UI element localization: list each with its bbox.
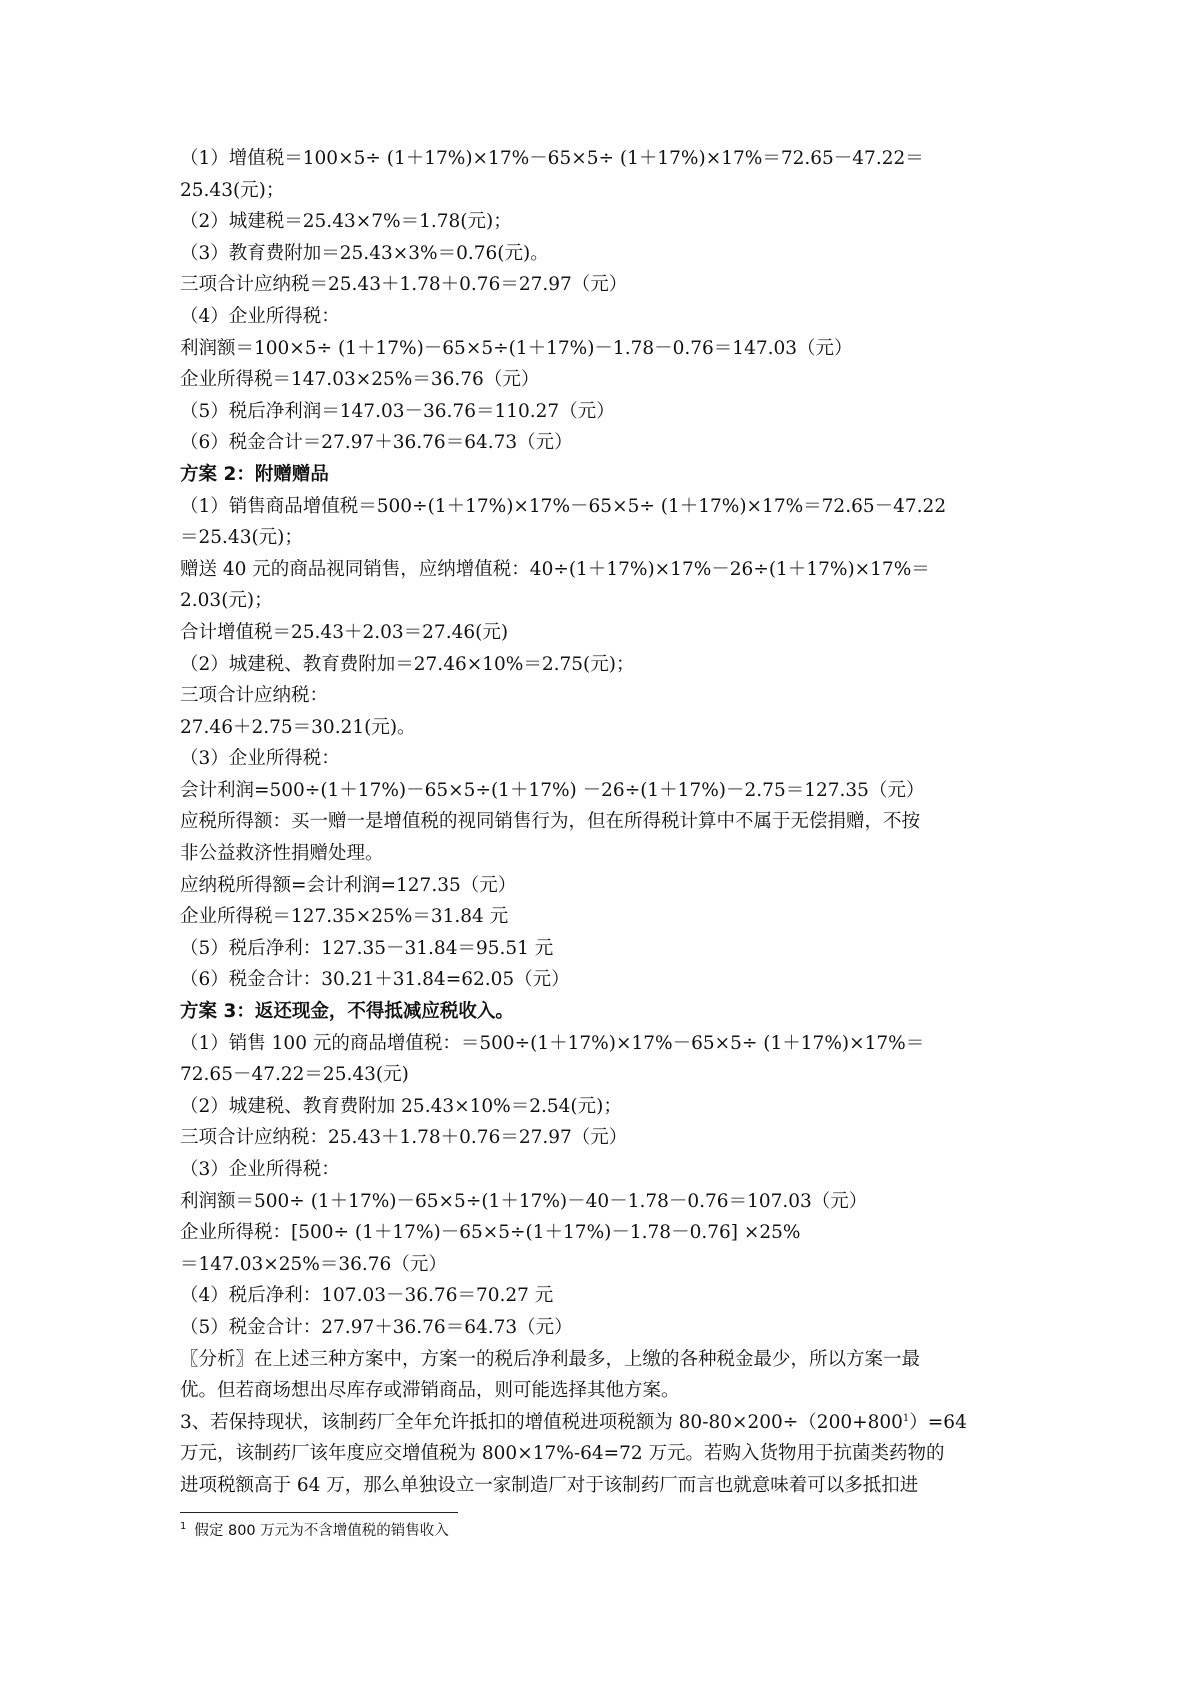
text-line: （3）企业所得税： [180,1159,340,1180]
text-line: 万元，该制药厂该年度应交增值税为 800×17%-64=72 万元。若购入货物用于抗菌类药物的 [180,1443,945,1465]
text-segment: ）=64 [909,1411,967,1433]
text-line: （6）税金合计＝27.97＋36.76＝64.73（元） [180,432,573,454]
text-line: 非公益救济性捐赠处理。 [180,843,384,865]
section-heading-plan-3: 方案 3：返还现金，不得抵减应税收入。 [180,1001,514,1023]
text-line: （6）税金合计：30.21＋31.84=62.05（元） [180,969,570,991]
text-line: ＝25.43(元)； [180,527,303,549]
text-line: 应税所得额：买一赠一是增值税的视同销售行为，但在所得税计算中不属于无偿捐赠，不按 [180,811,921,833]
footnote-text: 假定 800 万元为不含增值税的销售收入 [194,1523,449,1539]
text-line: 三项合计应纳税：25.43＋1.78＋0.76＝27.97（元） [180,1127,628,1149]
text-line: （3）教育费附加＝25.43×3%＝0.76(元)。 [180,242,549,264]
analysis-line: 优。但若商场想出尽库存或滞销商品，则可能选择其他方案。 [180,1380,680,1402]
text-line: 企业所得税：[500÷ (1＋17%)－65×5÷(1＋17%)－1.78－0.76] ×25% [180,1222,801,1244]
text-line: （5）税金合计：27.97＋36.76＝64.73（元） [180,1316,573,1338]
text-line: （1）增值税＝100×5÷ (1＋17%)×17%－65×5÷ (1＋17%)×17%＝72.65－47.22＝ [180,148,924,169]
text-line: 三项合计应纳税＝25.43＋1.78＋0.76＝27.97（元） [180,274,628,296]
document-body [180,143,1020,1502]
text-line: （4）税后净利：107.03－36.76＝70.27 元 [180,1285,554,1307]
analysis-line: 〖分析〗在上述三种方案中，方案一的税后净利最多，上缴的各种税金最少，所以方案一最 [180,1348,921,1370]
footnote-divider [180,1512,458,1513]
text-line [180,1407,1020,1439]
text-line: 利润额＝100×5÷ (1＋17%)－65×5÷(1＋17%)－1.78－0.76＝147.03（元） [180,337,853,359]
text-line: 三项合计应纳税： [180,685,329,707]
footnote [180,1520,449,1542]
text-line: （1）销售商品增值税＝500÷(1＋17%)×17%－65×5÷ (1＋17%)×17%＝72.65－47.22 [180,495,947,517]
text-line: 进项税额高于 64 万，那么单独设立一家制造厂对于该制药厂而言也就意味着可以多抵扣进 [180,1474,919,1496]
text-line: 企业所得税＝147.03×25%＝36.76（元） [180,369,540,391]
footnote-mark: 1 [180,1521,187,1533]
text-line: （5）税后净利：127.35－31.84＝95.51 元 [180,937,554,959]
text-line: （1）销售 100 元的商品增值税：＝500÷(1＋17%)×17%－65×5÷ (1＋17%)×17%＝ [180,1032,925,1054]
text-segment: 3、若保持现状，该制药厂全年允许抵扣的增值税进项税额为 80-80×200÷（200+800 [180,1411,903,1433]
text-line: （2）城建税＝25.43×7%＝1.78(元)； [180,211,512,233]
text-line: （2）城建税、教育费附加 25.43×10%＝2.54(元)； [180,1095,622,1117]
text-line: （3）企业所得税： [180,748,340,770]
text-line: （2）城建税、教育费附加＝27.46×10%＝2.75(元)； [180,653,635,675]
text-line: 27.46＋2.75＝30.21(元)。 [180,716,416,738]
text-line: ＝147.03×25%＝36.76（元） [180,1253,447,1275]
text-line: 应纳税所得额=会计利润=127.35（元） [180,874,517,896]
text-line: 72.65－47.22＝25.43(元) [180,1064,409,1086]
footnote-reference[interactable]: 1 [902,1412,910,1424]
text-line: 合计增值税＝25.43＋2.03＝27.46(元) [180,621,509,643]
text-line: 赠送 40 元的商品视同销售，应纳增值税：40÷(1＋17%)×17%－26÷(1＋17%)×17%＝ [180,558,930,580]
text-line: 利润额＝500÷ (1＋17%)－65×5÷(1＋17%)－40－1.78－0.76＝107.03（元） [180,1190,868,1212]
text-line: （5）税后净利润＝147.03－36.76＝110.27（元） [180,400,615,422]
text-line: 2.03(元)； [180,590,273,612]
text-line: 企业所得税＝127.35×25%＝31.84 元 [180,906,509,928]
text-line: （4）企业所得税： [180,305,340,327]
text-line: 会计利润=500÷(1＋17%)－65×5÷(1＋17%) －26÷(1＋17%)－2.75＝127.35（元） [180,779,925,801]
section-heading-plan-2: 方案 2：附赠赠品 [180,463,329,485]
text-line: 25.43(元)； [180,179,285,201]
